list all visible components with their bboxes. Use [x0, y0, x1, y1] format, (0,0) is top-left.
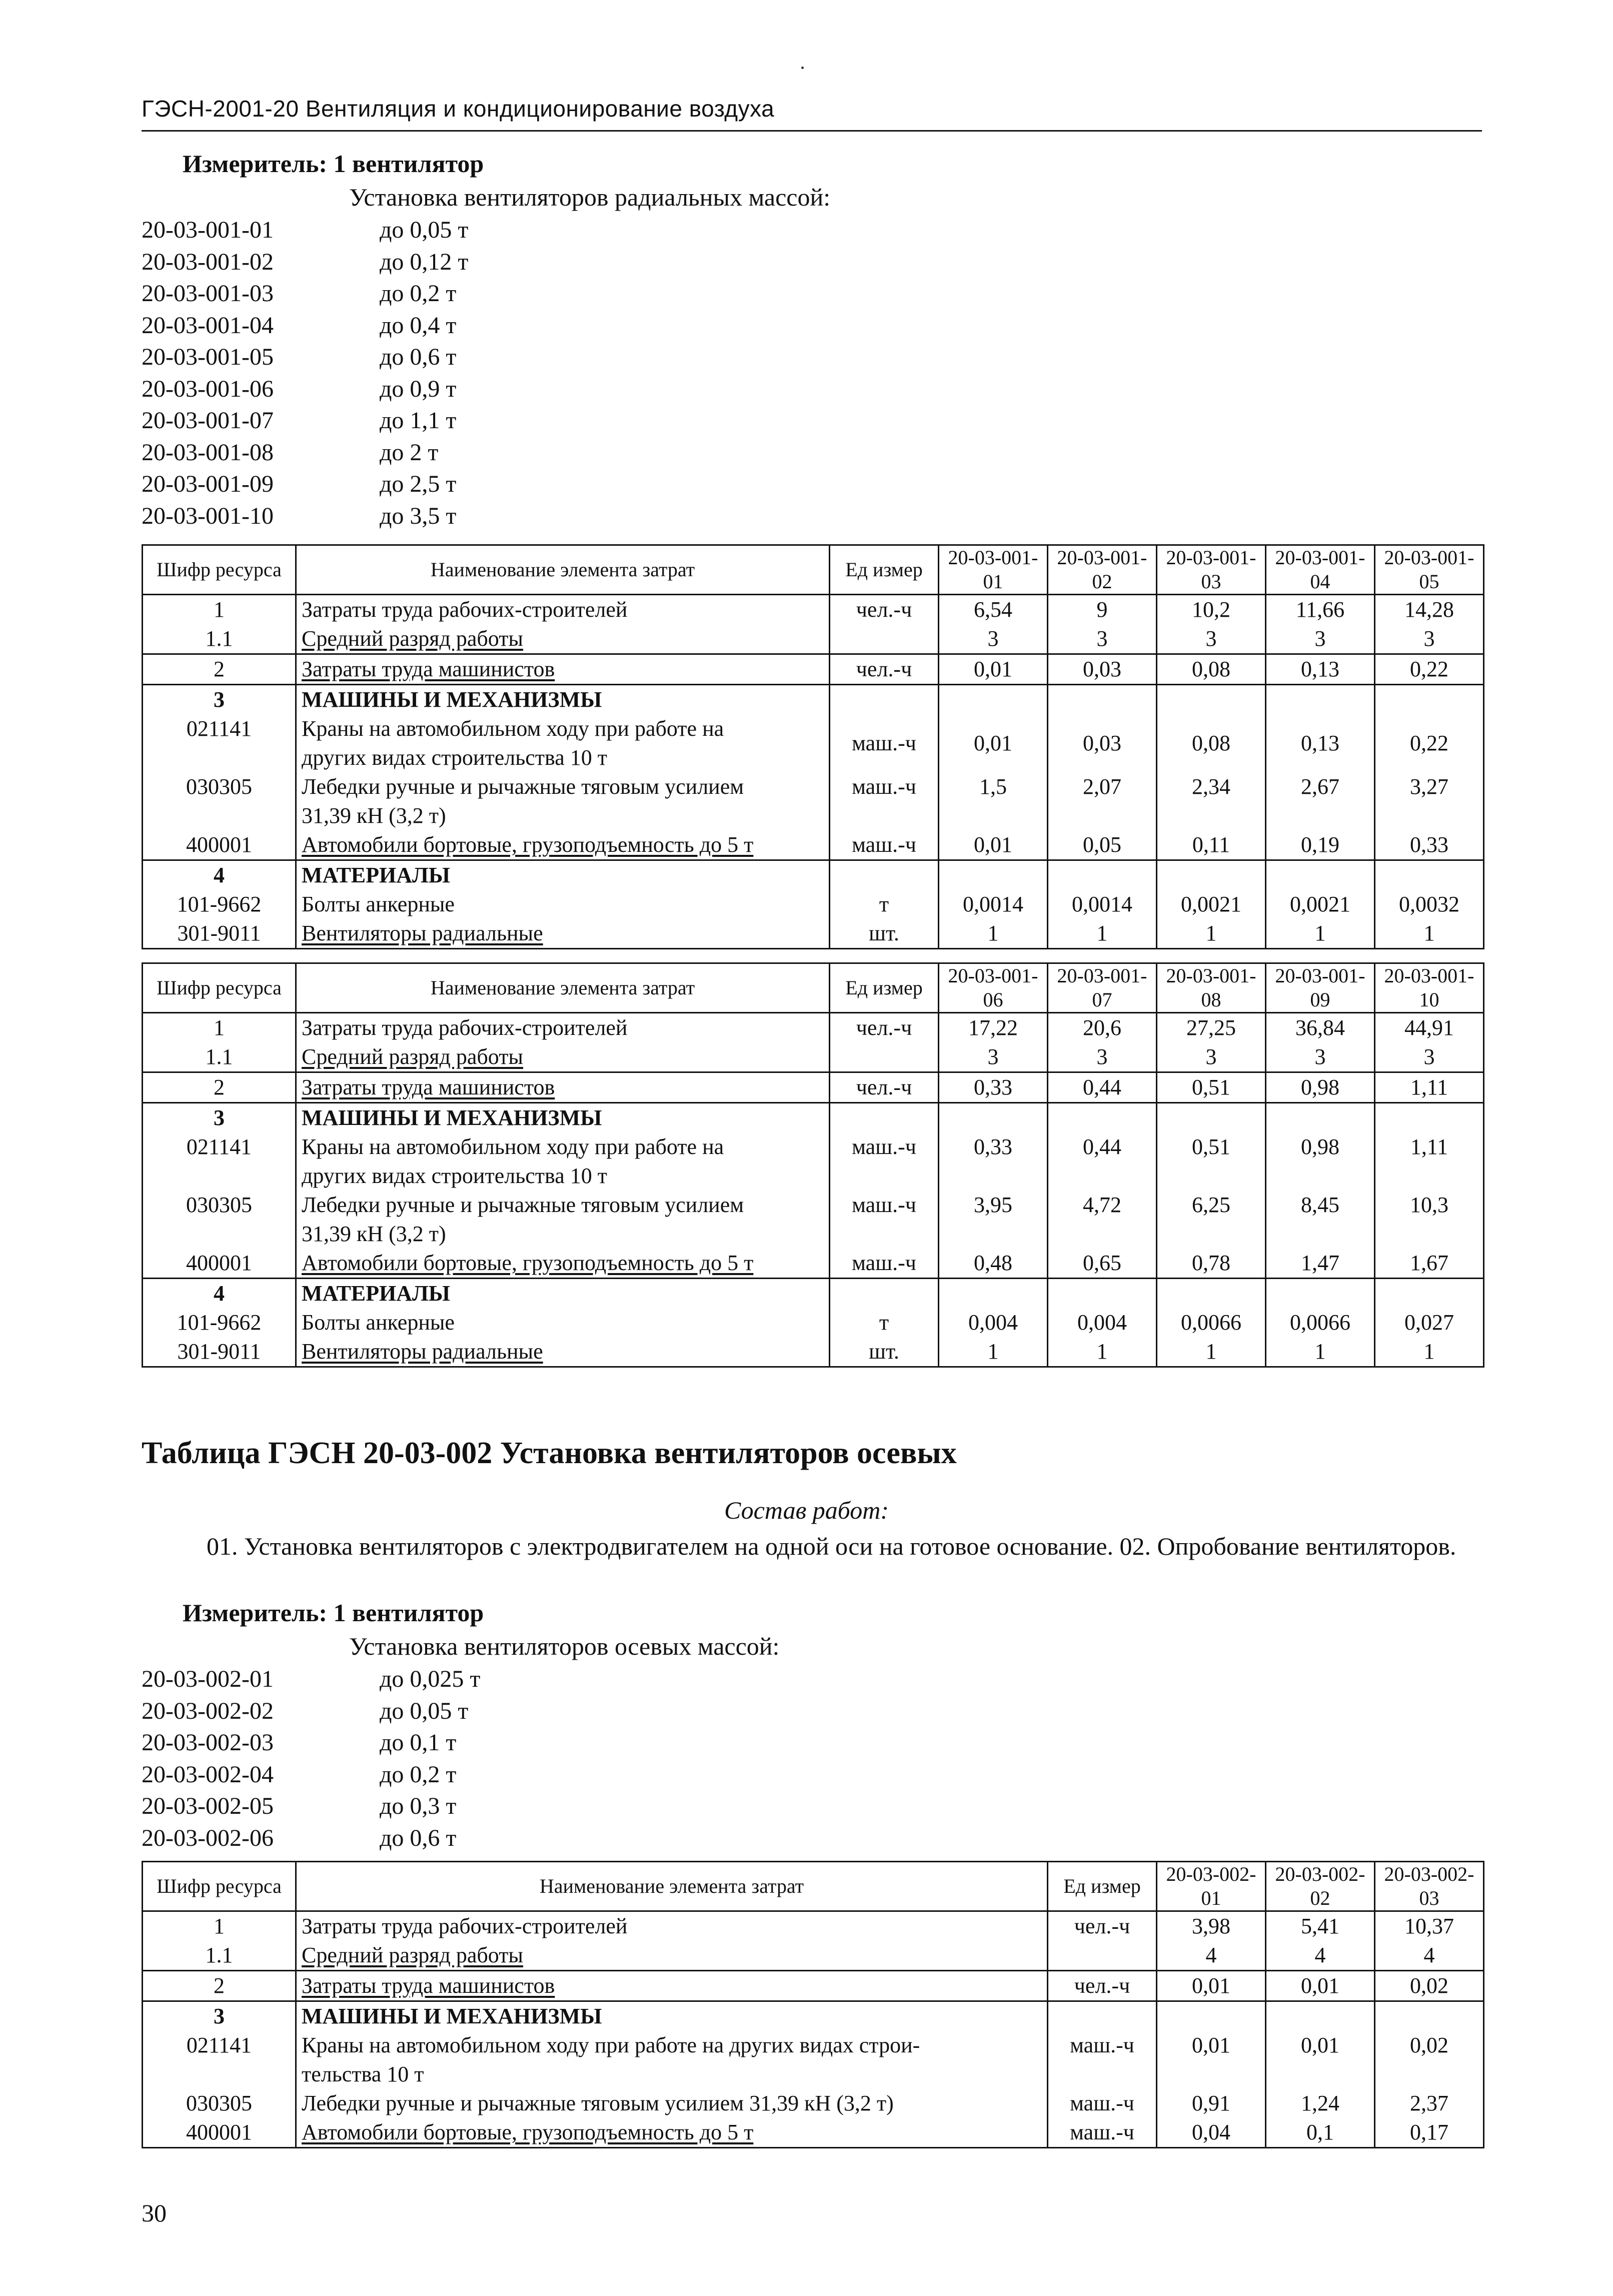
- cell-value: 5,41: [1266, 1911, 1375, 1941]
- cell-value: 0,004: [939, 1308, 1048, 1337]
- cell-code: 021141: [143, 1132, 296, 1191]
- cell-value: 0,01: [1157, 1971, 1266, 2001]
- cell-code: 030305: [143, 1191, 296, 1249]
- code-line: [142, 278, 468, 310]
- code-desc: до 0,9 т: [380, 375, 457, 402]
- cell-name: Затраты труда машинистов: [296, 654, 830, 685]
- cell-value: 0,91: [1157, 2089, 1266, 2118]
- cell-value: 1,11: [1375, 1132, 1484, 1191]
- cell-name: Краны на автомобильном ходу при работе на других видах строи- тельства 10 т: [296, 2031, 1048, 2089]
- cell-name: Болты анкерные: [296, 1308, 830, 1337]
- cell-value: 0,0021: [1266, 890, 1375, 919]
- code-line: [142, 1695, 480, 1727]
- code: 20-03-002-01: [142, 1666, 274, 1692]
- cell-value: 0,08: [1157, 714, 1266, 772]
- cell-value: 3: [1375, 624, 1484, 654]
- cell-value: 0,0014: [1048, 890, 1157, 919]
- cell-value: 10,37: [1375, 1911, 1484, 1941]
- cell-code: 030305: [143, 772, 296, 830]
- cell-value: 0,01: [939, 830, 1048, 860]
- cell-value: 0,19: [1266, 830, 1375, 860]
- cell-value: 1: [939, 919, 1048, 949]
- cell-unit: [830, 624, 939, 654]
- col-header-norm: 20-03-001-02: [1048, 545, 1157, 595]
- cell-name: Затраты труда рабочих-строителей: [296, 1013, 830, 1043]
- cell-value: 0,01: [939, 714, 1048, 772]
- code-desc: до 1,1 т: [380, 407, 457, 434]
- code: 20-03-002-05: [142, 1793, 274, 1819]
- cell-code: 3: [143, 685, 296, 715]
- cell-name: МАТЕРИАЛЫ: [296, 860, 830, 890]
- cell-value: 1: [939, 1337, 1048, 1367]
- cell-value: 0,027: [1375, 1308, 1484, 1337]
- cell-unit: т: [830, 890, 939, 919]
- cell-name: Средний разряд работы: [296, 624, 830, 654]
- code-line: [142, 437, 468, 469]
- cell-value: 1: [1375, 919, 1484, 949]
- code-line: [142, 1663, 480, 1695]
- cell-value: 3: [1375, 1042, 1484, 1072]
- cell-code: 2: [143, 1971, 296, 2001]
- cell-value: 0,05: [1048, 830, 1157, 860]
- col-header-norm: 20-03-001-10: [1375, 963, 1484, 1013]
- cell-value: 3: [1157, 624, 1266, 654]
- table-row: [143, 2031, 1484, 2089]
- composition-label: Состав работ:: [724, 1496, 889, 1524]
- cell-value: 0,78: [1157, 1249, 1266, 1279]
- table-row: [143, 860, 1484, 890]
- code: 20-03-001-06: [142, 375, 274, 402]
- table-row: [143, 624, 1484, 654]
- cell-value: 0,03: [1048, 714, 1157, 772]
- cell-value: 0,33: [939, 1072, 1048, 1103]
- cell-code: 2: [143, 654, 296, 685]
- cell-code: 021141: [143, 2031, 296, 2089]
- cell-value: 0,44: [1048, 1072, 1157, 1103]
- col-header-code: Шифр ресурса: [143, 963, 296, 1013]
- cell-value: 2,67: [1266, 772, 1375, 830]
- cell-value: 1,24: [1266, 2089, 1375, 2118]
- table-row: [143, 1308, 1484, 1337]
- code-list-2: [142, 1663, 480, 1854]
- cell-value: 0,02: [1375, 1971, 1484, 2001]
- code-desc: до 0,2 т: [380, 1761, 457, 1788]
- cell-value: 4: [1157, 1941, 1266, 1971]
- cell-value: 3: [1266, 1042, 1375, 1072]
- cell-value: 0,98: [1266, 1072, 1375, 1103]
- cell-code: 030305: [143, 2089, 296, 2118]
- code-list-1: [142, 214, 468, 532]
- col-header-norm: 20-03-002-03: [1375, 1862, 1484, 1911]
- intro-line-2: Установка вентиляторов осевых массой:: [349, 1632, 780, 1660]
- cell-unit: маш.-ч: [830, 1191, 939, 1249]
- col-header-norm: 20-03-001-01: [939, 545, 1048, 595]
- table-row: [143, 1103, 1484, 1133]
- col-header-name: Наименование элемента затрат: [296, 1862, 1048, 1911]
- cell-name: Затраты труда рабочих-строителей: [296, 595, 830, 625]
- code: 20-03-001-01: [142, 217, 274, 243]
- intro-line-1: Установка вентиляторов радиальных массой:: [349, 183, 831, 211]
- code: 20-03-002-06: [142, 1824, 274, 1851]
- code-desc: до 0,3 т: [380, 1793, 457, 1819]
- cell-value: 0,08: [1157, 654, 1266, 685]
- cell-value: 1: [1157, 1337, 1266, 1367]
- code: 20-03-001-09: [142, 471, 274, 497]
- code-desc: до 0,1 т: [380, 1729, 457, 1756]
- running-header: ГЭСН-2001-20 Вентиляция и кондиционирование воздуха: [142, 96, 775, 122]
- cell-name: Затраты труда машинистов: [296, 1072, 830, 1103]
- cell-value: 6,25: [1157, 1191, 1266, 1249]
- measure-unit-2: Измеритель: 1 вентилятор: [183, 1599, 484, 1627]
- cell-value: 0,1: [1266, 2118, 1375, 2148]
- cell-value: 0,01: [939, 654, 1048, 685]
- cell-value: 1,67: [1375, 1249, 1484, 1279]
- cell-name: Вентиляторы радиальные: [296, 919, 830, 949]
- code: 20-03-001-03: [142, 280, 274, 307]
- cell-value: 0,22: [1375, 714, 1484, 772]
- cell-value: 3: [939, 1042, 1048, 1072]
- cell-value: 20,6: [1048, 1013, 1157, 1043]
- cell-value: 0,13: [1266, 714, 1375, 772]
- table-row: [143, 890, 1484, 919]
- cell-value: 44,91: [1375, 1013, 1484, 1043]
- code-desc: до 0,6 т: [380, 344, 457, 370]
- cell-value: 1: [1157, 919, 1266, 949]
- cell-code: 1: [143, 1013, 296, 1043]
- cell-unit: маш.-ч: [1048, 2031, 1157, 2089]
- cell-value: 0,0032: [1375, 890, 1484, 919]
- code: 20-03-002-04: [142, 1761, 274, 1788]
- cell-value: 14,28: [1375, 595, 1484, 625]
- cell-value: 1,47: [1266, 1249, 1375, 1279]
- cell-name: Лебедки ручные и рычажные тяговым усилием 31,39 кН (3,2 т): [296, 772, 830, 830]
- cell-name: МАШИНЫ И МЕХАНИЗМЫ: [296, 685, 830, 715]
- cell-unit: маш.-ч: [1048, 2089, 1157, 2118]
- cell-unit: чел.-ч: [830, 595, 939, 625]
- table-row: [143, 1941, 1484, 1971]
- cell-unit: чел.-ч: [830, 1072, 939, 1103]
- col-header-unit: Ед измер: [830, 545, 939, 595]
- cell-value: 9: [1048, 595, 1157, 625]
- table-row: [143, 2118, 1484, 2148]
- cell-value: 3,27: [1375, 772, 1484, 830]
- resource-table-2: [142, 962, 1484, 1368]
- cell-value: 1,11: [1375, 1072, 1484, 1103]
- code-line: [142, 1727, 480, 1759]
- table-row: [143, 1072, 1484, 1103]
- table-row: [143, 2001, 1484, 2031]
- cell-value: 0,44: [1048, 1132, 1157, 1191]
- cell-name: Затраты труда машинистов: [296, 1971, 1048, 2001]
- code: 20-03-001-02: [142, 248, 274, 275]
- table-row: [143, 1191, 1484, 1249]
- cell-unit: [1048, 1941, 1157, 1971]
- cell-code: 1.1: [143, 1941, 296, 1971]
- cell-code: 101-9662: [143, 1308, 296, 1337]
- table-row: [143, 830, 1484, 860]
- col-header-norm: 20-03-001-04: [1266, 545, 1375, 595]
- col-header-norm: 20-03-001-09: [1266, 963, 1375, 1013]
- code-desc: до 2 т: [380, 439, 439, 466]
- col-header-code: Шифр ресурса: [143, 545, 296, 595]
- col-header-norm: 20-03-002-01: [1157, 1862, 1266, 1911]
- cell-value: 3: [1266, 624, 1375, 654]
- cell-name: МАШИНЫ И МЕХАНИЗМЫ: [296, 1103, 830, 1133]
- table-row: [143, 1911, 1484, 1941]
- code-desc: до 0,025 т: [380, 1666, 481, 1692]
- col-header-name: Наименование элемента затрат: [296, 545, 830, 595]
- cell-code: 301-9011: [143, 919, 296, 949]
- cell-code: 4: [143, 860, 296, 890]
- cell-value: 3: [1048, 624, 1157, 654]
- cell-value: 3,98: [1157, 1911, 1266, 1941]
- cell-value: 0,13: [1266, 654, 1375, 685]
- cell-value: 1: [1048, 919, 1157, 949]
- cell-name: Средний разряд работы: [296, 1941, 1048, 1971]
- section-title: Таблица ГЭСН 20-03-002 Установка вентиляторов осевых: [142, 1436, 957, 1470]
- cell-unit: чел.-ч: [1048, 1911, 1157, 1941]
- cell-unit: маш.-ч: [830, 772, 939, 830]
- cell-value: 0,04: [1157, 2118, 1266, 2148]
- code-line: [142, 214, 468, 246]
- code-line: [142, 405, 468, 437]
- cell-code: 2: [143, 1072, 296, 1103]
- cell-name: Автомобили бортовые, грузоподъемность до 5 т: [296, 2118, 1048, 2148]
- code-line: [142, 341, 468, 373]
- cell-name: Болты анкерные: [296, 890, 830, 919]
- cell-code: 301-9011: [143, 1337, 296, 1367]
- code-desc: до 0,12 т: [380, 248, 469, 275]
- table-row: [143, 595, 1484, 625]
- code-line: [142, 1790, 480, 1822]
- cell-value: 0,11: [1157, 830, 1266, 860]
- code-desc: до 3,5 т: [380, 502, 457, 529]
- measure-unit-1: Измеритель: 1 вентилятор: [183, 150, 484, 178]
- cell-unit: чел.-ч: [830, 1013, 939, 1043]
- cell-unit: маш.-ч: [830, 1249, 939, 1279]
- table-row: [143, 1013, 1484, 1043]
- cell-name: Краны на автомобильном ходу при работе на других видах строительства 10 т: [296, 714, 830, 772]
- col-header-norm: 20-03-001-06: [939, 963, 1048, 1013]
- code-line: [142, 1759, 480, 1791]
- cell-unit: маш.-ч: [830, 1132, 939, 1191]
- cell-unit: чел.-ч: [1048, 1971, 1157, 2001]
- cell-name: Автомобили бортовые, грузоподъемность до 5 т: [296, 830, 830, 860]
- cell-value: 0,98: [1266, 1132, 1375, 1191]
- cell-value: 0,0021: [1157, 890, 1266, 919]
- col-header-norm: 20-03-002-02: [1266, 1862, 1375, 1911]
- cell-code: 021141: [143, 714, 296, 772]
- code-line: [142, 1822, 480, 1854]
- cell-name: Лебедки ручные и рычажные тяговым усилием 31,39 кН (3,2 т): [296, 2089, 1048, 2118]
- code-desc: до 0,05 т: [380, 1697, 469, 1724]
- cell-value: 4: [1375, 1941, 1484, 1971]
- cell-value: 0,48: [939, 1249, 1048, 1279]
- cell-value: 0,65: [1048, 1249, 1157, 1279]
- cell-value: 2,37: [1375, 2089, 1484, 2118]
- code-desc: до 2,5 т: [380, 471, 457, 497]
- col-header-norm: 20-03-001-03: [1157, 545, 1266, 595]
- cell-code: 400001: [143, 2118, 296, 2148]
- code-line: [142, 310, 468, 342]
- scan-speck: [801, 67, 804, 69]
- code-line: [142, 468, 468, 500]
- code: 20-03-001-05: [142, 344, 274, 370]
- cell-name: Вентиляторы радиальные: [296, 1337, 830, 1367]
- cell-unit: т: [830, 1308, 939, 1337]
- table-row: [143, 2089, 1484, 2118]
- table-row: [143, 714, 1484, 772]
- cell-name: Затраты труда рабочих-строителей: [296, 1911, 1048, 1941]
- cell-value: 0,004: [1048, 1308, 1157, 1337]
- table-row: [143, 1337, 1484, 1367]
- cell-value: 4: [1266, 1941, 1375, 1971]
- cell-value: 0,51: [1157, 1132, 1266, 1191]
- cell-value: 0,0066: [1266, 1308, 1375, 1337]
- cell-code: 4: [143, 1279, 296, 1309]
- table-row: [143, 919, 1484, 949]
- cell-name: Автомобили бортовые, грузоподъемность до 5 т: [296, 1249, 830, 1279]
- cell-value: 0,01: [1266, 1971, 1375, 2001]
- cell-value: 6,54: [939, 595, 1048, 625]
- cell-code: 1.1: [143, 1042, 296, 1072]
- cell-code: 1: [143, 595, 296, 625]
- col-header-norm: 20-03-001-08: [1157, 963, 1266, 1013]
- table-row: [143, 685, 1484, 715]
- code-line: [142, 500, 468, 532]
- cell-value: 0,33: [939, 1132, 1048, 1191]
- code: 20-03-001-07: [142, 407, 274, 434]
- cell-value: 4,72: [1048, 1191, 1157, 1249]
- cell-value: 0,0014: [939, 890, 1048, 919]
- table-row: [143, 1279, 1484, 1309]
- cell-name: Краны на автомобильном ходу при работе на других видах строительства 10 т: [296, 1132, 830, 1191]
- code: 20-03-001-08: [142, 439, 274, 466]
- table-row: [143, 654, 1484, 685]
- cell-value: 3: [939, 624, 1048, 654]
- code: 20-03-002-02: [142, 1697, 274, 1724]
- cell-unit: шт.: [830, 919, 939, 949]
- cell-code: 1.1: [143, 624, 296, 654]
- code-desc: до 0,05 т: [380, 217, 469, 243]
- col-header-norm: 20-03-001-05: [1375, 545, 1484, 595]
- cell-unit: маш.-ч: [1048, 2118, 1157, 2148]
- code-desc: до 0,2 т: [380, 280, 457, 307]
- cell-value: 8,45: [1266, 1191, 1375, 1249]
- table-row: [143, 1042, 1484, 1072]
- cell-name: Средний разряд работы: [296, 1042, 830, 1072]
- cell-value: 1: [1048, 1337, 1157, 1367]
- cell-value: 0,33: [1375, 830, 1484, 860]
- col-header-name: Наименование элемента затрат: [296, 963, 830, 1013]
- cell-code: 400001: [143, 1249, 296, 1279]
- cell-value: 10,2: [1157, 595, 1266, 625]
- resource-table-1: [142, 544, 1484, 949]
- cell-value: 0,01: [1266, 2031, 1375, 2089]
- cell-value: 1: [1375, 1337, 1484, 1367]
- cell-value: 11,66: [1266, 595, 1375, 625]
- cell-unit: маш.-ч: [830, 830, 939, 860]
- cell-value: 2,34: [1157, 772, 1266, 830]
- cell-value: 2,07: [1048, 772, 1157, 830]
- cell-value: 3: [1048, 1042, 1157, 1072]
- table-row: [143, 772, 1484, 830]
- cell-unit: шт.: [830, 1337, 939, 1367]
- cell-unit: маш.-ч: [830, 714, 939, 772]
- col-header-unit: Ед измер: [1048, 1862, 1157, 1911]
- cell-value: 0,0066: [1157, 1308, 1266, 1337]
- code: 20-03-001-10: [142, 502, 274, 529]
- header-rule: [142, 130, 1482, 132]
- cell-value: 10,3: [1375, 1191, 1484, 1249]
- cell-name: МАШИНЫ И МЕХАНИЗМЫ: [296, 2001, 1048, 2031]
- cell-value: 0,01: [1157, 2031, 1266, 2089]
- cell-value: 0,02: [1375, 2031, 1484, 2089]
- cell-code: 1: [143, 1911, 296, 1941]
- cell-value: 1,5: [939, 772, 1048, 830]
- cell-code: 400001: [143, 830, 296, 860]
- cell-unit: [830, 1042, 939, 1072]
- col-header-norm: 20-03-001-07: [1048, 963, 1157, 1013]
- cell-value: 0,51: [1157, 1072, 1266, 1103]
- cell-code: 101-9662: [143, 890, 296, 919]
- code-desc: до 0,6 т: [380, 1824, 457, 1851]
- cell-value: 0,03: [1048, 654, 1157, 685]
- cell-value: 36,84: [1266, 1013, 1375, 1043]
- cell-value: 3,95: [939, 1191, 1048, 1249]
- cell-unit: чел.-ч: [830, 654, 939, 685]
- col-header-unit: Ед измер: [830, 963, 939, 1013]
- cell-code: 3: [143, 2001, 296, 2031]
- cell-name: МАТЕРИАЛЫ: [296, 1279, 830, 1309]
- cell-value: 0,17: [1375, 2118, 1484, 2148]
- code-line: [142, 246, 468, 278]
- page-number: 30: [142, 2199, 167, 2227]
- cell-code: 3: [143, 1103, 296, 1133]
- cell-value: 17,22: [939, 1013, 1048, 1043]
- cell-value: 1: [1266, 919, 1375, 949]
- cell-value: 0,22: [1375, 654, 1484, 685]
- code: 20-03-002-03: [142, 1729, 274, 1756]
- table-row: [143, 1249, 1484, 1279]
- table-row: [143, 1971, 1484, 2001]
- composition-text: 01. Установка вентиляторов с электродвигателем на одной оси на готовое основание. 02. Опробование вентиляторов.: [207, 1532, 1456, 1560]
- cell-value: 1: [1266, 1337, 1375, 1367]
- code-line: [142, 373, 468, 405]
- cell-name: Лебедки ручные и рычажные тяговым усилием 31,39 кН (3,2 т): [296, 1191, 830, 1249]
- table-row: [143, 1132, 1484, 1191]
- resource-table-3: [142, 1861, 1484, 2148]
- cell-value: 3: [1157, 1042, 1266, 1072]
- code: 20-03-001-04: [142, 312, 274, 339]
- cell-value: 27,25: [1157, 1013, 1266, 1043]
- code-desc: до 0,4 т: [380, 312, 457, 339]
- col-header-code: Шифр ресурса: [143, 1862, 296, 1911]
